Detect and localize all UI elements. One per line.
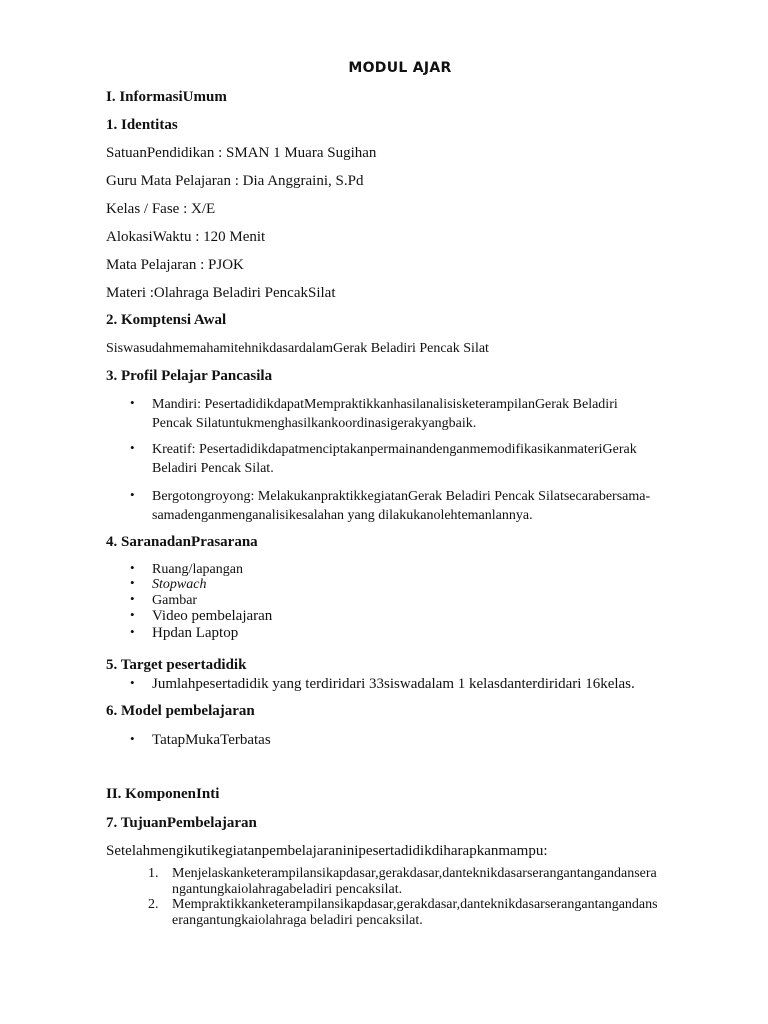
profil-kreatif-line1: Kreatif: PesertadidikdapatmenciptakanpermainandenganmemodifikasikanmateriGerak <box>152 442 637 457</box>
kompetensi-awal-text: SiswasudahmemahamitehnikdasardalamGerak Beladiri Pencak Silat <box>106 341 489 356</box>
sarana-item: Video pembelajaran <box>152 608 273 624</box>
list-number: 2. <box>148 897 159 912</box>
profil-mandiri-line2: Pencak Silatuntukmenghasilkankoordinasigerakyangbaik. <box>152 416 477 431</box>
identitas-kelas: Kelas / Fase : X/E <box>106 201 216 217</box>
tujuan-item-1-line1: Menjelaskanketerampilansikapdasar,gerakdasar,danteknikdasarserangantangandansera <box>172 866 657 881</box>
heading-kompetensi-awal: 2. Komptensi Awal <box>106 312 227 328</box>
sarana-item: Gambar <box>152 593 198 608</box>
target-item: Jumlahpesertadidik yang terdiridari 33siswadalam 1 kelasdanterdiridari 16kelas. <box>152 676 635 692</box>
bullet-icon: • <box>130 624 135 639</box>
profil-kreatif-line2: Beladiri Pencak Silat. <box>152 461 274 476</box>
identitas-materi: Materi :Olahraga Beladiri PencakSilat <box>106 285 336 301</box>
sarana-item: Ruang/lapangan <box>152 562 243 577</box>
bullet-icon: • <box>130 575 135 590</box>
list-number: 1. <box>148 866 159 881</box>
heading-sarana-prasarana: 4. SaranadanPrasarana <box>106 534 258 550</box>
heading-tujuan-pembelajaran: 7. TujuanPembelajaran <box>106 815 257 831</box>
identitas-satuan-pendidikan: SatuanPendidikan : SMAN 1 Muara Sugihan <box>106 145 377 161</box>
heading-profil-pelajar: 3. Profil Pelajar Pancasila <box>106 368 273 384</box>
tujuan-item-2-line1: Mempraktikkanketerampilansikapdasar,gerakdasar,danteknikdasarserangantangandans <box>172 897 658 912</box>
document-title: MODUL AJAR <box>348 60 452 76</box>
bullet-icon: • <box>130 395 135 410</box>
model-item: TatapMukaTerbatas <box>152 732 271 748</box>
profil-gotongroyong-line1: Bergotongroyong: MelakukanpraktikkegiatanGerak Beladiri Pencak Silatsecarabersama- <box>152 489 651 504</box>
tujuan-intro: Setelahmengikutikegiatanpembelajaraninipesertadidikdiharapkanmampu: <box>106 843 548 859</box>
heading-target-peserta: 5. Target pesertadidik <box>106 657 247 673</box>
identitas-alokasi-waktu: AlokasiWaktu : 120 Menit <box>106 229 266 245</box>
bullet-icon: • <box>130 591 135 606</box>
bullet-icon: • <box>130 607 135 622</box>
profil-mandiri-line1: Mandiri: PesertadidikdapatMempraktikkanhasilanalisisketerampilanGerak Beladiri <box>152 397 618 412</box>
bullet-icon: • <box>130 440 135 455</box>
sarana-item: Stopwach <box>152 577 207 592</box>
section-heading-informasi-umum: I. InformasiUmum <box>106 89 227 105</box>
bullet-icon: • <box>130 487 135 502</box>
identitas-guru: Guru Mata Pelajaran : Dia Anggraini, S.Pd <box>106 173 364 189</box>
identitas-mata-pelajaran: Mata Pelajaran : PJOK <box>106 257 244 273</box>
tujuan-item-2-line2: erangantungkaiolahraga beladiri pencaksilat. <box>172 913 423 928</box>
bullet-icon: • <box>130 560 135 575</box>
sarana-item: Hpdan Laptop <box>152 625 239 641</box>
heading-identitas: 1. Identitas <box>106 117 178 133</box>
heading-model-pembelajaran: 6. Model pembelajaran <box>106 703 255 719</box>
profil-gotongroyong-line2: samadenganmenganalisikesalahan yang dilakukanolehtemanlannya. <box>152 508 533 523</box>
bullet-icon: • <box>130 675 135 690</box>
section-heading-komponen-inti: II. KomponenInti <box>106 786 220 802</box>
tujuan-item-1-line2: ngantungkaiolahragabeladiri pencaksilat. <box>172 882 403 897</box>
bullet-icon: • <box>130 731 135 746</box>
